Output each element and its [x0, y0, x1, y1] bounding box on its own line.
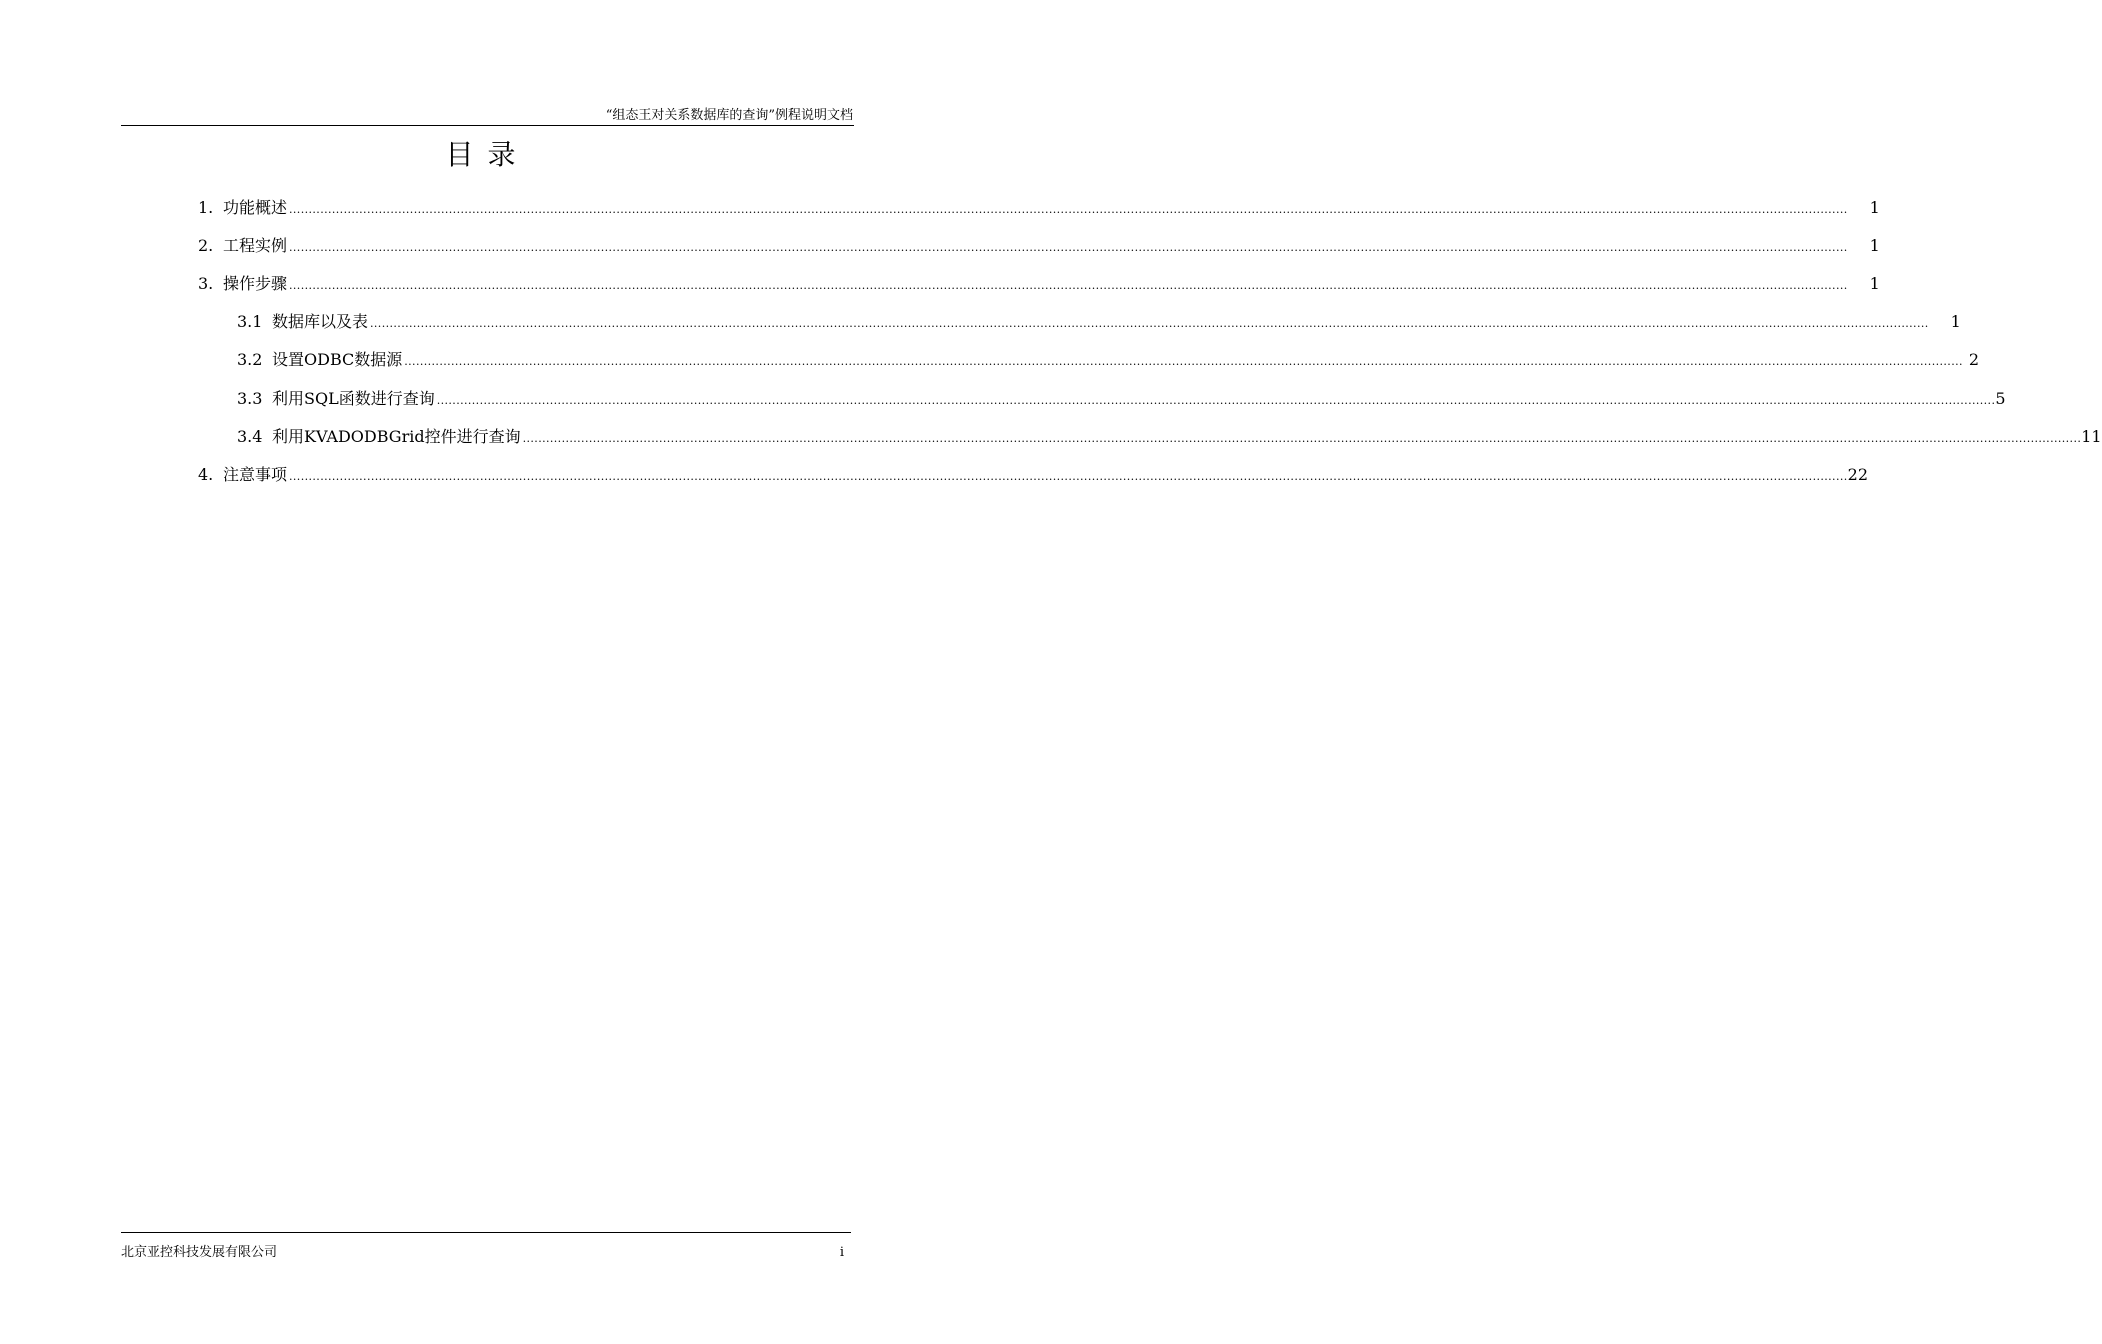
toc-entry-label: 数据库以及表 [272, 312, 369, 331]
dot-leader: ................................................................................................................................................................................................................................................................................................................................................................................................................ [370, 317, 1929, 330]
toc-entry[interactable] [198, 464, 1869, 486]
toc-entry-page: 22 [1847, 465, 1869, 484]
toc-entry-number: 3. [198, 274, 214, 293]
toc-entry-number: 3.2 [237, 350, 263, 369]
toc-entry-page: 5 [1995, 389, 2006, 408]
toc-entry-number: 1. [198, 198, 214, 217]
dot-leader: ................................................................................................................................................................................................................................................................................................................................................................................................................ [289, 241, 1848, 254]
toc-entry-label: 工程实例 [223, 236, 288, 255]
toc-title: 目录 [445, 138, 530, 171]
toc-entry[interactable] [198, 235, 1880, 257]
dot-leader: ................................................................................................................................................................................................................................................................................................................................................................................................................ [436, 394, 1996, 407]
toc-list [0, 0, 2102, 520]
toc-entry-page: 1 [1869, 198, 1880, 217]
dot-leader: ................................................................................................................................................................................................................................................................................................................................................................................................................ [289, 470, 1848, 483]
toc-entry-page: 11 [2081, 427, 2102, 446]
toc-entry-number: 3.3 [237, 389, 263, 408]
toc-entry[interactable] [198, 273, 1880, 295]
toc-entry-number: 3.1 [237, 312, 263, 331]
running-header: “组态王对关系数据库的查询”例程说明文档 [605, 108, 853, 123]
toc-entry-page: 2 [1968, 350, 1980, 369]
dot-leader: ................................................................................................................................................................................................................................................................................................................................................................................................................ [289, 279, 1848, 292]
toc-entry[interactable] [237, 311, 1961, 333]
toc-entry-number: 4. [198, 465, 214, 484]
toc-entry[interactable] [237, 349, 1980, 371]
toc-entry[interactable] [237, 388, 2006, 410]
toc-entry-page: 1 [1950, 312, 1961, 331]
toc-entry-number: 2. [198, 236, 214, 255]
toc-entry-label: 利用KVADODBGrid控件进行查询 [272, 427, 521, 446]
toc-entry-page: 1 [1869, 274, 1880, 293]
toc-entry[interactable] [198, 197, 1880, 219]
toc-entry-page: 1 [1869, 236, 1880, 255]
toc-entry-label: 设置ODBC数据源 [272, 350, 403, 369]
toc-entry[interactable] [237, 426, 2102, 448]
footer-page-number: i [839, 1245, 844, 1260]
footer-rule [121, 1232, 851, 1233]
dot-leader: ................................................................................................................................................................................................................................................................................................................................................................................................................ [522, 432, 2082, 445]
dot-leader: ................................................................................................................................................................................................................................................................................................................................................................................................................ [404, 355, 1963, 368]
toc-entry-label: 注意事项 [223, 465, 288, 484]
toc-entry-label: 操作步骤 [223, 274, 288, 293]
toc-entry-label: 功能概述 [223, 198, 288, 217]
footer-company: 北京亚控科技发展有限公司 [121, 1245, 278, 1260]
toc-entry-number: 3.4 [237, 427, 263, 446]
toc-entry-label: 利用SQL函数进行查询 [272, 389, 435, 408]
dot-leader: ................................................................................................................................................................................................................................................................................................................................................................................................................ [289, 203, 1848, 216]
